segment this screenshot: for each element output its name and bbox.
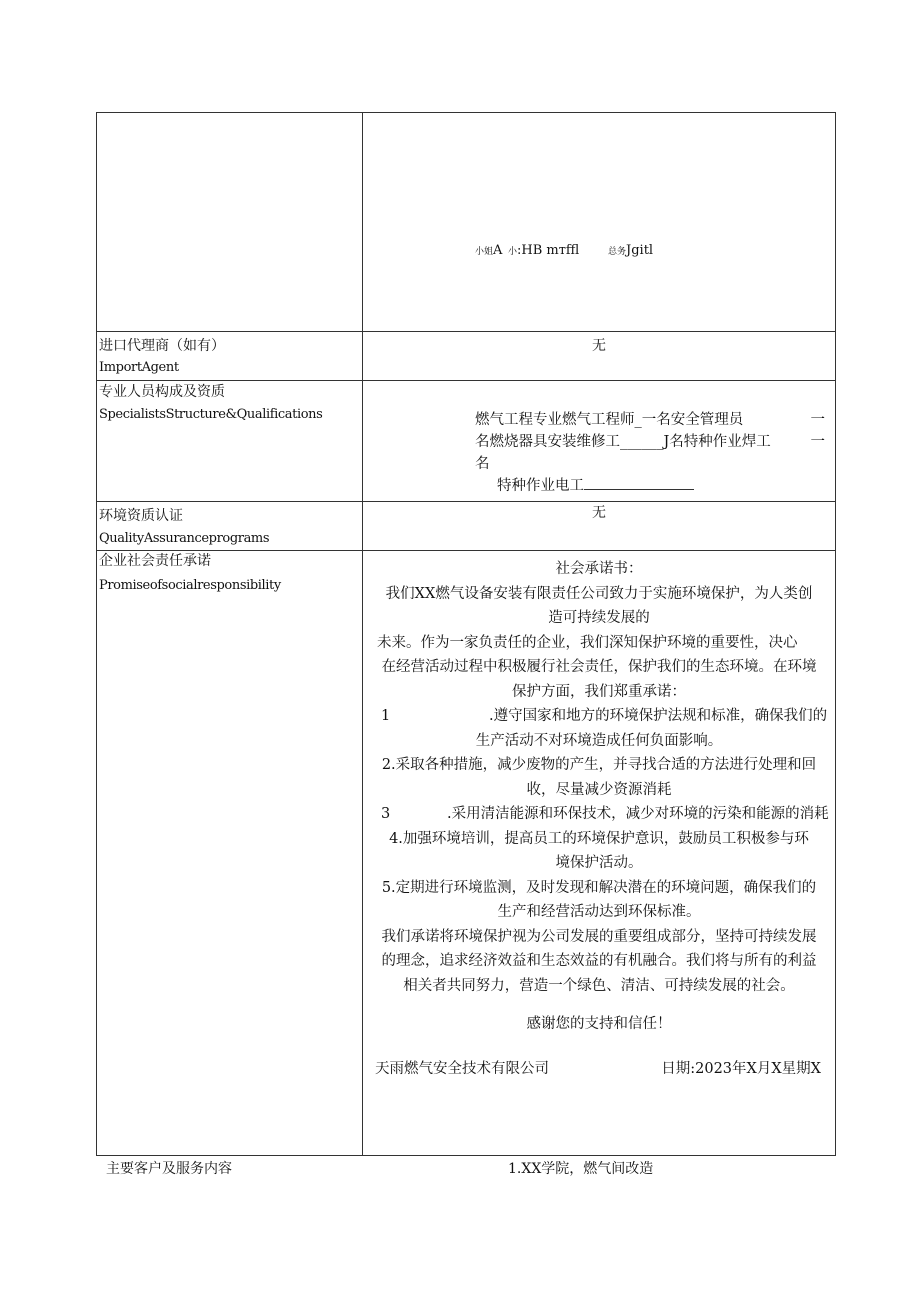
commitment-item-1: 1 .遵守国家和地方的环境保护法规和标准，确保我们的 <box>381 708 828 724</box>
signature-row <box>97 113 836 332</box>
social-responsibility-row <box>97 551 836 1156</box>
commitment-item-1-cont: 生产活动不对环境造成任何负面影响。 <box>475 732 723 749</box>
signature-row-right-cell <box>363 113 836 332</box>
specialists-label-en: SpecialistsStructure&Qualifications <box>99 407 323 422</box>
env-cert-label-en: QualityAssuranceprograms <box>99 531 270 546</box>
env-cert-label-cell <box>97 502 363 551</box>
specialists-row <box>97 381 836 502</box>
social-commitment-letter <box>363 551 835 1081</box>
qualification-line-1: 燃气工程专业燃气工程师_一名安全管理员 一 <box>475 412 825 428</box>
commitment-closing-2: 的理念，追求经济效益和生态效益的有机融合。我们将与所有的利益 <box>381 953 817 969</box>
commitment-closing-3: 相关者共同努力，营造一个绿色、清洁、可持续发展的社会。 <box>403 977 795 994</box>
commitment-intro-5: 保护方面，我们郑重承诺： <box>512 683 686 700</box>
company-info-table <box>96 112 836 1156</box>
commitment-closing-1: 我们承诺将环境保护视为公司发展的重要组成部分，坚持可持续发展 <box>381 928 817 945</box>
commitment-intro-3: 未来。作为一家负责任的企业，我们深知保护环境的重要性，决心 <box>377 634 798 651</box>
clients-label: 主要客户及服务内容 <box>106 1161 232 1177</box>
specialists-qualifications <box>363 381 835 497</box>
signature-row-left-cell <box>97 113 363 332</box>
import-agent-row <box>97 332 836 381</box>
social-responsibility-label-cell <box>97 551 363 1156</box>
env-cert-value: 无 <box>592 505 606 521</box>
signature-text-2: 小:HB mтffl <box>508 243 580 258</box>
env-cert-label-zh: 环境资质认证 <box>99 508 183 524</box>
social-responsibility-label-en: Promiseofsocialresponsibility <box>99 578 281 593</box>
qualification-line-4: 特种作业电工 <box>475 475 825 497</box>
commitment-item-4-cont: 境保护活动。 <box>555 855 643 871</box>
commitment-item-2-cont: 收，尽量减少资源消耗 <box>526 781 672 798</box>
env-cert-value-cell <box>363 502 836 551</box>
import-agent-label-zh: 进口代理商（如有） <box>99 338 225 354</box>
clients-value: 1.XX学院，燃气间改造 <box>508 1161 654 1177</box>
signature-text-3: 总务Jgitl <box>608 243 654 258</box>
social-responsibility-value-cell <box>363 551 836 1156</box>
company-name: 天雨燃气安全技术有限公司 <box>375 1060 549 1077</box>
qualification-line-2: 名燃烧器具安装维修工______J名特种作业焊工 一 <box>475 434 825 450</box>
social-responsibility-label-zh: 企业社会责任承诺 <box>99 553 211 569</box>
import-agent-value-cell <box>363 332 836 381</box>
specialists-value-cell <box>363 381 836 502</box>
commitment-item-3: 3 .采用清洁能源和环保技术，减少对环境的污染和能源的消耗 <box>381 806 829 822</box>
commitment-item-5-cont: 生产和经营活动达到环保标准。 <box>497 904 701 920</box>
qualification-line-3: 名 <box>475 456 490 472</box>
specialists-label-cell <box>97 381 363 502</box>
import-agent-label-cell <box>97 332 363 381</box>
env-cert-row <box>97 502 836 551</box>
commitment-heading: 社会承诺书： <box>555 561 643 577</box>
commitment-item-2: 2.采取各种措施，减少废物的产生，并寻找合适的方法进行处理和回 <box>381 757 817 773</box>
commitment-intro-4: 在经营活动过程中积极履行社会责任，保护我们的生态环境。在环境 <box>381 659 817 675</box>
import-agent-label-en: ImportAgent <box>99 360 179 375</box>
commitment-intro-1: 我们XX燃气设备安装有限责任公司致力于实施环境保护，为人类创 <box>385 585 813 602</box>
commitment-thanks: 感谢您的支持和信任！ <box>526 1016 672 1032</box>
commitment-intro-2: 造可持续发展的 <box>548 610 650 626</box>
specialists-label-zh: 专业人员构成及资质 <box>99 384 225 400</box>
commitment-date: 日期:2023年X月X星期X <box>661 1060 821 1077</box>
import-agent-value: 无 <box>592 338 606 354</box>
signature-text-1: 小姐A <box>475 243 503 258</box>
commitment-item-4: 4.加强环境培训，提高员工的环境保护意识，鼓励员工积极参与环 <box>389 830 809 847</box>
commitment-item-5: 5.定期进行环境监测，及时发现和解决潜在的环境问题，确保我们的 <box>381 879 817 896</box>
commitment-footer <box>367 1057 831 1082</box>
